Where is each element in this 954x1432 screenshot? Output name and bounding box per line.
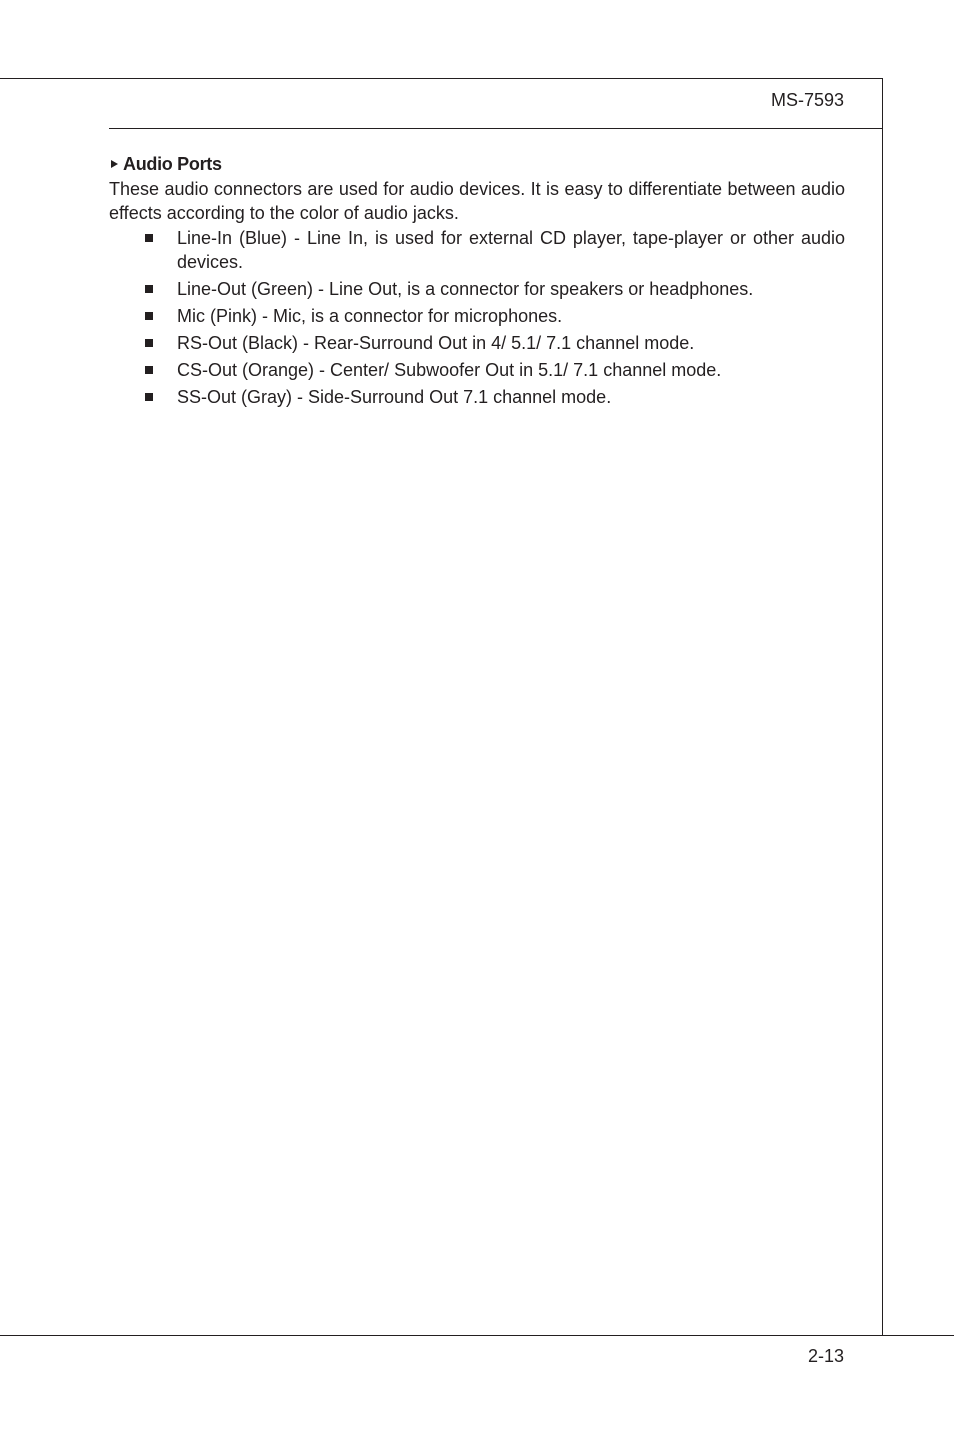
model-number: MS-7593	[770, 90, 844, 110]
header-rule	[109, 128, 883, 129]
section-title: Audio Ports	[123, 154, 222, 174]
page-number: 2-13	[807, 1346, 844, 1366]
square-bullet-icon	[145, 393, 153, 401]
list-item-text: Line-In (Blue) - Line In, is used for external CD player, tape-player or other audio devices.	[177, 228, 845, 272]
list-item-text: Mic (Pink) - Mic, is a connector for microphones.	[177, 306, 563, 326]
square-bullet-icon	[145, 312, 153, 320]
square-bullet-icon	[145, 285, 153, 293]
list-item-text: CS-Out (Orange) - Center/ Subwoofer Out in 5.1/ 7.1 channel mode.	[177, 360, 722, 380]
section-heading	[109, 152, 845, 176]
list-item	[177, 385, 845, 409]
square-bullet-icon	[145, 366, 153, 374]
square-bullet-icon	[145, 234, 153, 242]
intro-paragraph: These audio connectors are used for audio devices. It is easy to differentiate between audio effects according to the color of audio jacks.	[109, 179, 845, 223]
top-rule	[0, 78, 883, 79]
square-bullet-icon	[145, 339, 153, 347]
right-margin-rule	[882, 78, 883, 1336]
list-item-text: Line-Out (Green) - Line Out, is a connector for speakers or headphones.	[177, 279, 754, 299]
audio-port-list	[109, 226, 845, 409]
bottom-rule	[0, 1335, 954, 1336]
list-item	[177, 277, 845, 301]
triangle-right-icon	[111, 160, 118, 168]
list-item	[177, 304, 845, 328]
list-item	[177, 358, 845, 382]
list-item-text: RS-Out (Black) - Rear-Surround Out in 4/ 5.1/ 7.1 channel mode.	[177, 333, 695, 353]
list-item-text: SS-Out (Gray) - Side-Surround Out 7.1 channel mode.	[177, 387, 612, 407]
section-audio-ports	[109, 152, 845, 412]
list-item	[177, 331, 845, 355]
list-item	[177, 226, 845, 274]
